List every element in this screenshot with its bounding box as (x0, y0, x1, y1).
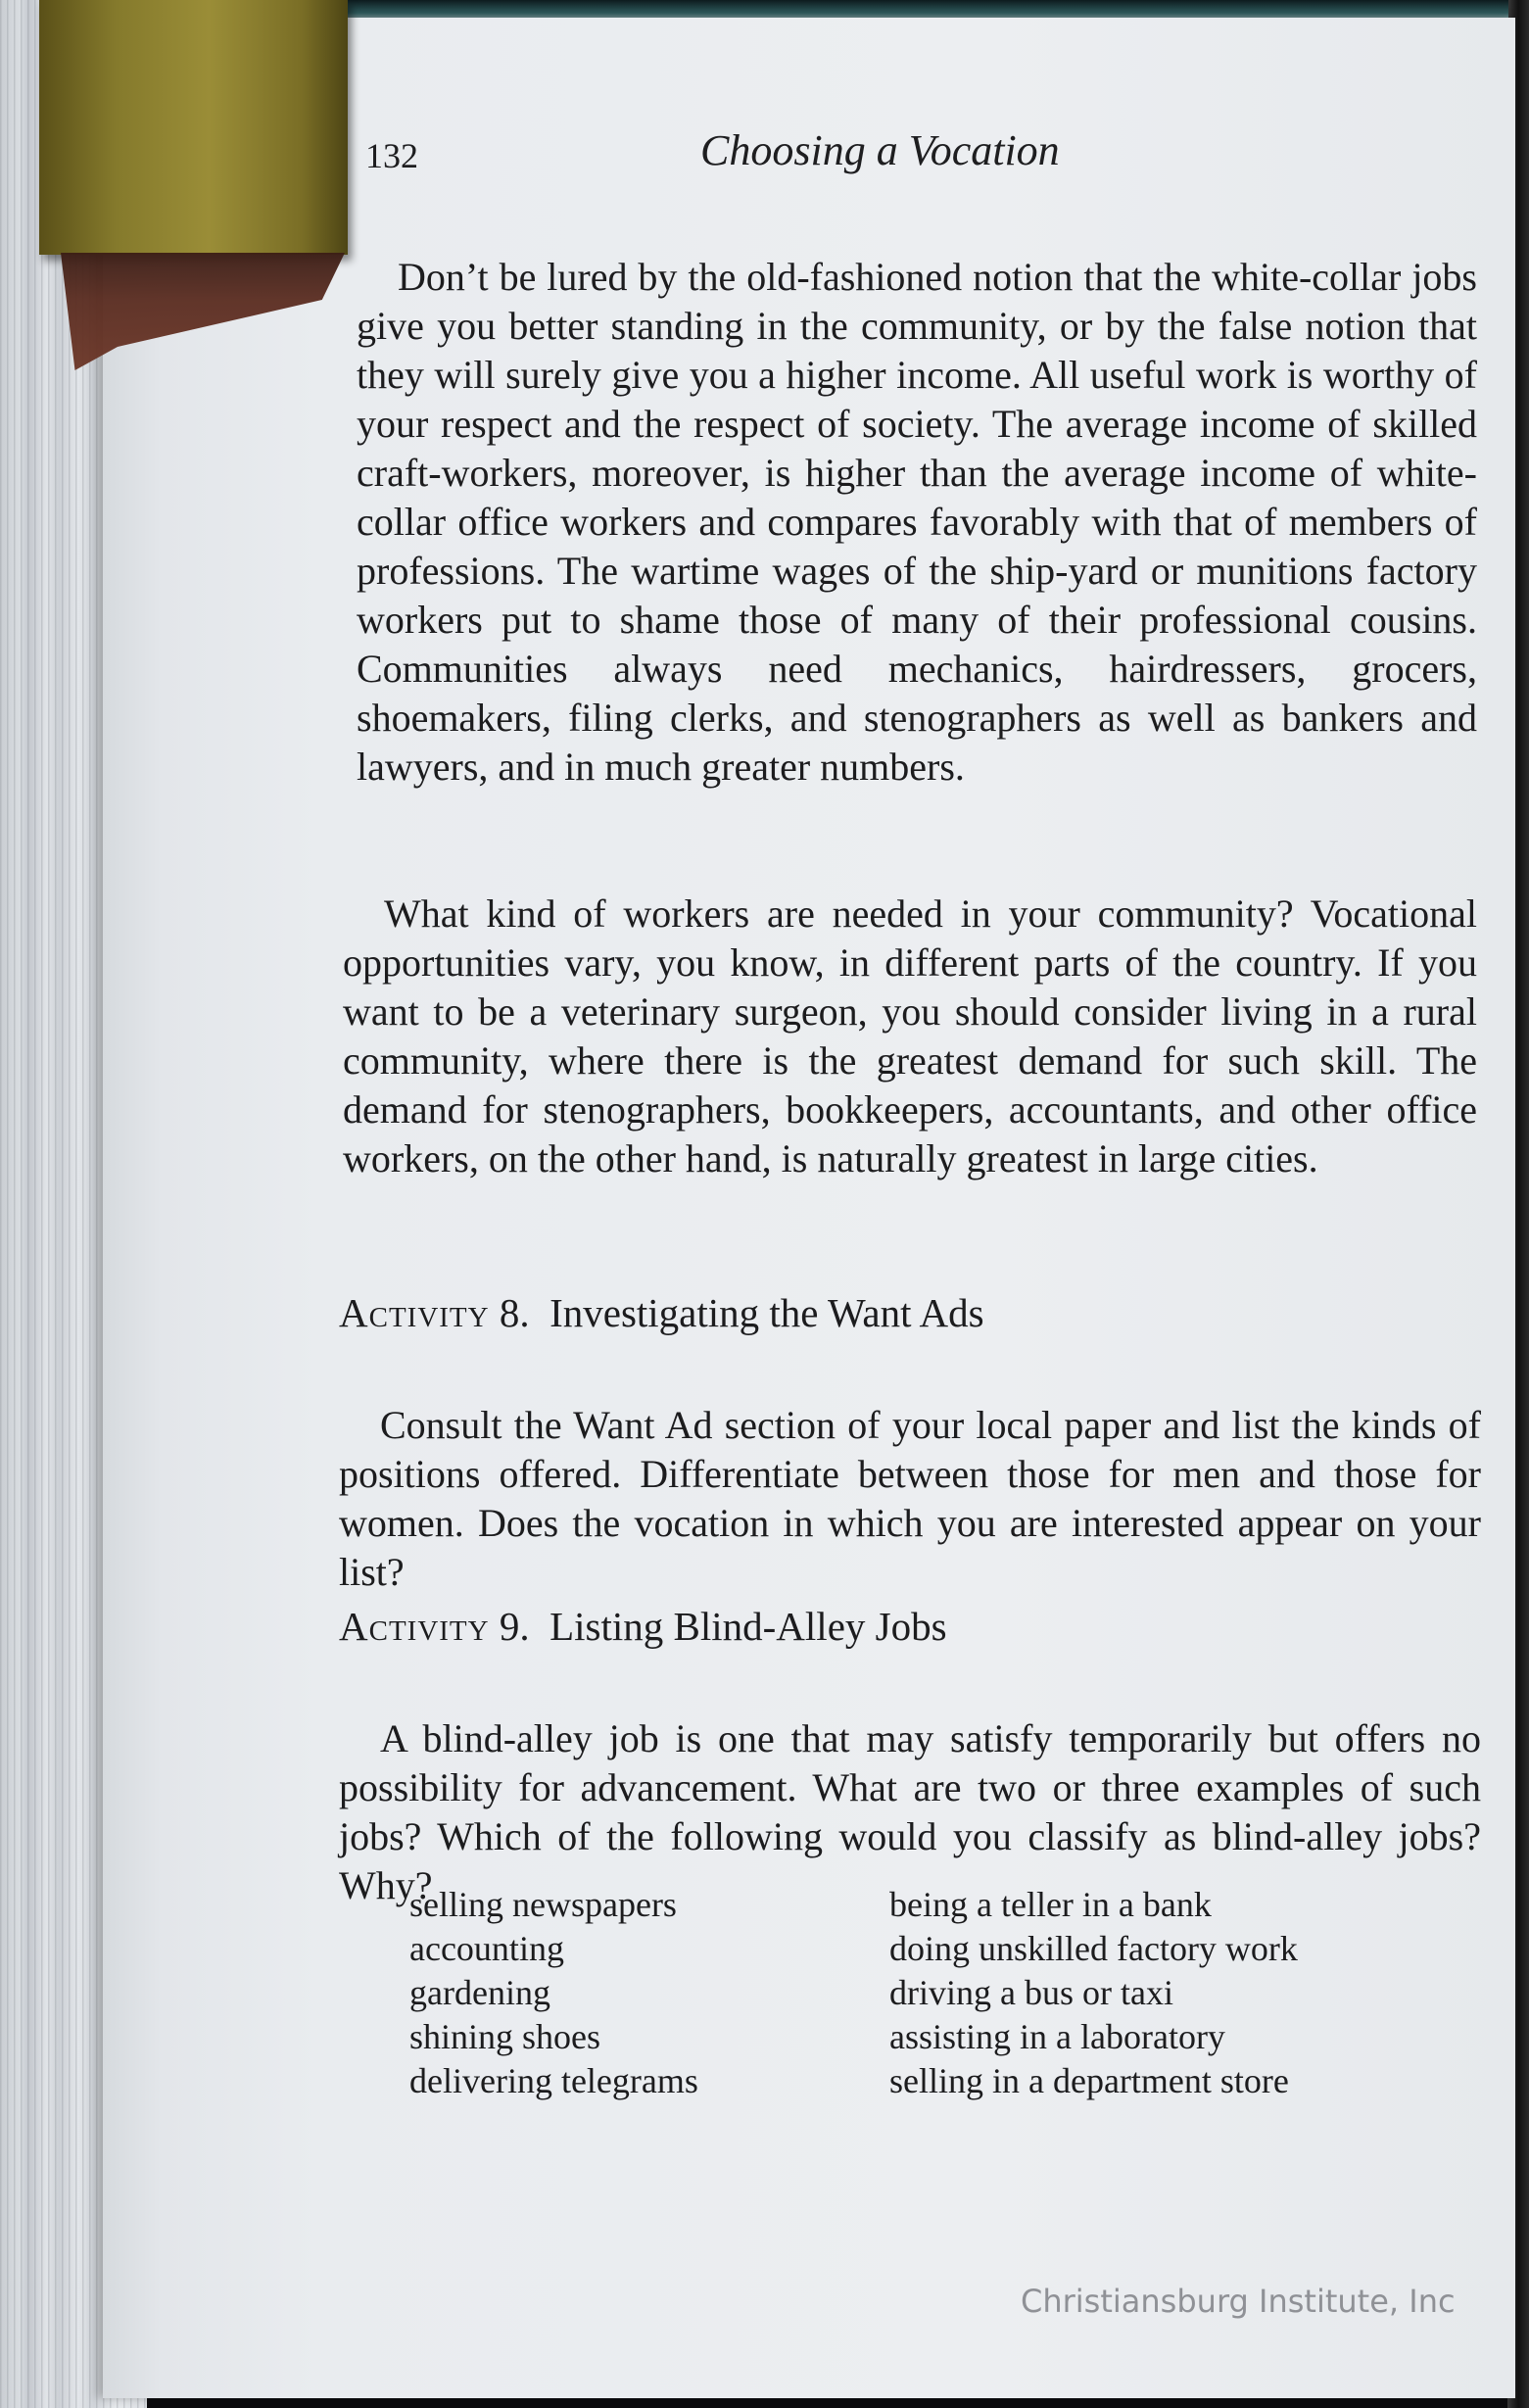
job-list-item: shining shoes (409, 2017, 601, 2056)
activity-9-text: A blind-alley job is one that may satisfy temporarily but offers no possibility for advancement. What are two or three examples of such jobs? Which of the following would you classify as blind-alley jobs? Why? (339, 1716, 1481, 1907)
paragraph-white-collar: Don’t be lured by the old-fashioned notion that the white-collar jobs give you better standing in the community, or by the false notion that they will surely give you a higher income. All useful work is worthy of your respect and the respect of society. The average income of skilled craft-workers, moreover, is higher than the average income of white-collar office workers and compares favorably with that of members of professions. The wartime wages of the ship-yard or munitions factory workers put to shame those of many of their professional cousins. Communities always need mechanics, hairdressers, grocers, shoemakers, filing clerks, and stenographers as well as bankers and lawyers, and in much greater numbers. (357, 255, 1477, 789)
job-list-item: delivering telegrams (409, 2061, 698, 2100)
paragraph-community-workers: What kind of workers are needed in your community? Vocational opportunities vary, you know, in different parts of the country. If you want to be a veterinary surgeon, you should consider living in a rural community, where there is the greatest demand for such skill. The demand for stenographers, bookkeepers, accountants, and other office workers, on the other hand, is naturally greatest in large cities. (343, 891, 1477, 1180)
watermark: Christiansburg Institute, Inc (1021, 2283, 1456, 2320)
job-list (409, 1883, 1428, 2103)
activity-title: Listing Blind-Alley Jobs (549, 1604, 947, 1649)
job-list-item: selling in a department store (889, 2061, 1289, 2100)
job-list-item: driving a bus or taxi (889, 1973, 1173, 2012)
job-list-item: selling newspapers (409, 1885, 677, 1924)
page-number: 132 (365, 136, 418, 175)
bookmark-ribbon (39, 0, 348, 255)
activity-9-heading (339, 1603, 947, 1650)
job-list-item: accounting (409, 1929, 564, 1968)
activity-label: Activity (339, 1290, 490, 1335)
job-list-item: doing unskilled factory work (889, 1929, 1298, 1968)
activity-number: 9. (499, 1604, 530, 1649)
running-title: Choosing a Vocation (700, 126, 1060, 174)
activity-8-text: Consult the Want Ad section of your local paper and list the kinds of positions offered. Differentiate between those for men and those for women. Does the vocation in which you are interested appear on your list? (339, 1403, 1481, 1594)
activity-title: Investigating the Want Ads (549, 1290, 984, 1335)
job-list-item: gardening (409, 1973, 550, 2012)
activity-label: Activity (339, 1604, 490, 1649)
job-list-item: assisting in a laboratory (889, 2017, 1225, 2056)
activity-8-heading (339, 1289, 984, 1336)
job-list-item: being a teller in a bank (889, 1885, 1212, 1924)
activity-number: 8. (499, 1290, 530, 1335)
